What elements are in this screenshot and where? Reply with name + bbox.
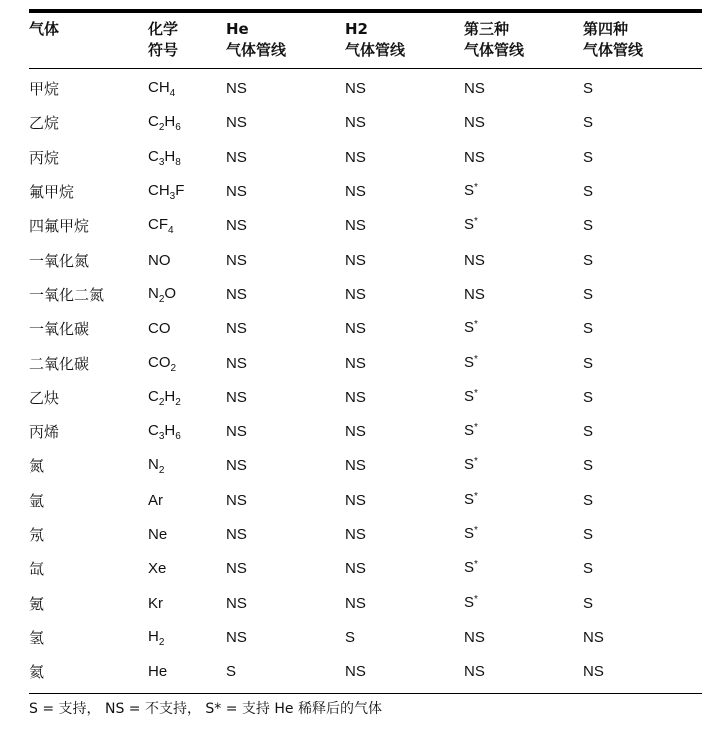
support-value: NS	[345, 594, 366, 612]
support-value: NS	[583, 663, 604, 681]
formula-text: C	[148, 113, 159, 131]
fourth-gas-line-support	[583, 628, 702, 648]
third-gas-line-support	[464, 148, 583, 168]
fourth-gas-line-support	[583, 354, 702, 374]
he-line-support	[226, 456, 345, 476]
he-line-support	[226, 422, 345, 442]
formula-text: C	[148, 422, 159, 440]
formula-text: N	[148, 284, 159, 302]
gas-name: 氦	[29, 663, 45, 682]
formula-text: H	[164, 113, 176, 131]
chemical-formula	[148, 662, 226, 682]
support-value: S	[464, 353, 475, 371]
third-gas-line-support	[464, 387, 583, 409]
gas-name: 二氧化碳	[29, 354, 90, 373]
chemical-formula	[148, 525, 226, 545]
formula-subscript: 2	[158, 293, 165, 305]
chemical-formula	[148, 594, 226, 614]
support-value: S	[583, 320, 594, 338]
formula-subscript: 6	[175, 122, 181, 134]
support-value: S	[583, 423, 594, 441]
formula-subscript: 2	[158, 636, 165, 648]
h2-line-support	[345, 594, 464, 614]
support-value: NS	[345, 354, 366, 372]
chemical-formula	[148, 455, 226, 477]
header-line: 气体管线	[345, 41, 406, 59]
support-value: NS	[464, 148, 485, 166]
h2-line-support	[345, 354, 464, 374]
he-line-support	[226, 79, 345, 99]
formula-text: H	[164, 422, 176, 440]
third-gas-line-support	[464, 79, 583, 99]
support-value: S	[583, 526, 594, 543]
diluted-marker: *	[474, 422, 478, 434]
header-third-gas-line	[464, 19, 583, 61]
fourth-gas-line-support	[583, 251, 702, 271]
h2-line-support	[345, 456, 464, 476]
support-value: NS	[226, 628, 247, 646]
support-value: NS	[345, 148, 366, 166]
formula-subscript: 3	[158, 431, 165, 443]
support-value: S	[464, 216, 475, 234]
support-value: NS	[226, 251, 247, 269]
table-row	[29, 106, 702, 140]
fourth-gas-line-support	[583, 79, 702, 99]
third-gas-line-support	[464, 215, 583, 237]
support-value: NS	[226, 285, 247, 303]
third-gas-line-support	[464, 662, 583, 682]
he-line-support	[226, 319, 345, 339]
header-chemical-symbol	[148, 19, 226, 61]
fourth-gas-line-support	[583, 285, 702, 305]
support-value: NS	[464, 628, 485, 646]
h2-line-support	[345, 319, 464, 339]
formula-text: NO	[148, 251, 171, 269]
table-row	[29, 346, 702, 380]
support-value: NS	[226, 183, 247, 201]
formula-text: CO	[148, 320, 171, 338]
header-line: 化学	[148, 20, 179, 38]
support-value: S	[464, 525, 475, 542]
support-value: NS	[464, 251, 485, 269]
support-value: S	[464, 559, 475, 577]
gas-name: 氮	[29, 457, 45, 476]
formula-subscript: 8	[175, 156, 181, 168]
support-value: S	[464, 422, 475, 440]
third-gas-line-support	[464, 251, 583, 271]
he-line-support	[226, 285, 345, 305]
table-row	[29, 415, 702, 449]
table-row	[29, 621, 702, 655]
third-gas-line-support	[464, 353, 583, 375]
legend-footnote: S = 支持， NS = 不支持， S* = 支持 He 稀释后的气体	[29, 701, 382, 717]
support-value: S	[583, 285, 594, 303]
support-value: NS	[345, 457, 366, 475]
header-line: 气体	[29, 20, 60, 38]
h2-line-support	[345, 559, 464, 579]
formula-text: Ar	[148, 491, 163, 509]
support-value: S	[583, 560, 594, 578]
support-value: NS	[464, 80, 485, 98]
table-row	[29, 72, 702, 106]
support-value: S	[583, 114, 594, 132]
support-value: S	[583, 594, 594, 612]
table-row	[29, 278, 702, 312]
table-row	[29, 586, 702, 620]
table-row	[29, 209, 702, 243]
formula-subscript: 6	[175, 431, 181, 443]
gas-name: 一氧化碳	[29, 320, 90, 339]
support-value: S	[583, 148, 594, 166]
support-value: NS	[345, 423, 366, 441]
gas-name: 乙炔	[29, 388, 60, 407]
table-body	[29, 69, 702, 693]
header-line: 符号	[148, 41, 179, 59]
formula-text: Ne	[148, 526, 168, 543]
formula-subscript: 2	[158, 396, 165, 408]
support-value: NS	[345, 560, 366, 578]
h2-line-support	[345, 113, 464, 133]
support-value: S	[464, 490, 475, 508]
h2-line-support	[345, 662, 464, 682]
header-line: 气体管线	[226, 41, 287, 59]
third-gas-line-support	[464, 593, 583, 615]
fourth-gas-line-support	[583, 662, 702, 682]
support-value: NS	[226, 354, 247, 372]
header-fourth-gas-line	[583, 19, 702, 61]
formula-text: F	[175, 182, 185, 200]
support-value: S	[464, 456, 475, 474]
header-line: 气体管线	[464, 41, 525, 59]
support-value: S	[583, 354, 594, 372]
support-value: NS	[226, 560, 247, 578]
diluted-marker: *	[474, 525, 478, 536]
chemical-formula	[148, 181, 226, 203]
chemical-formula	[148, 627, 226, 649]
support-value: NS	[226, 320, 247, 338]
chemical-formula	[148, 215, 226, 237]
diluted-marker: *	[474, 593, 478, 605]
third-gas-line-support	[464, 558, 583, 580]
chemical-formula	[148, 387, 226, 409]
gas-name: 氪	[29, 594, 45, 613]
formula-text: H	[164, 387, 176, 405]
h2-line-support	[345, 422, 464, 442]
support-value: NS	[345, 663, 366, 681]
chemical-formula	[148, 421, 226, 443]
chemical-formula	[148, 147, 226, 169]
table-row	[29, 449, 702, 483]
support-value: NS	[226, 457, 247, 475]
support-value: NS	[226, 594, 247, 612]
formula-text: Kr	[148, 594, 163, 612]
third-gas-line-support	[464, 628, 583, 648]
third-gas-line-support	[464, 524, 583, 546]
support-value: NS	[345, 114, 366, 132]
he-line-support	[226, 148, 345, 168]
fourth-gas-line-support	[583, 456, 702, 476]
diluted-marker: *	[474, 182, 478, 194]
support-value: S	[464, 319, 475, 337]
fourth-gas-line-support	[583, 594, 702, 614]
support-value: NS	[226, 491, 247, 509]
fourth-gas-line-support	[583, 559, 702, 579]
fourth-gas-line-support	[583, 491, 702, 511]
support-value: S	[583, 457, 594, 475]
he-line-support	[226, 388, 345, 408]
third-gas-line-support	[464, 455, 583, 477]
support-value: NS	[226, 217, 247, 235]
h2-line-support	[345, 388, 464, 408]
support-value: S	[464, 182, 475, 200]
support-value: NS	[345, 217, 366, 235]
gas-name: 氩	[29, 491, 45, 510]
formula-subscript: 2	[175, 396, 181, 408]
table-row	[29, 175, 702, 209]
chemical-formula	[148, 319, 226, 339]
chemical-formula	[148, 491, 226, 511]
diluted-marker: *	[474, 456, 478, 468]
chemical-formula	[148, 251, 226, 271]
third-gas-line-support	[464, 490, 583, 512]
gas-compatibility-table	[29, 9, 702, 694]
fourth-gas-line-support	[583, 319, 702, 339]
he-line-support	[226, 113, 345, 133]
support-value: NS	[464, 285, 485, 303]
fourth-gas-line-support	[583, 182, 702, 202]
header-he-line	[226, 19, 345, 61]
third-gas-line-support	[464, 181, 583, 203]
header-line: 气体管线	[583, 41, 644, 59]
h2-line-support	[345, 216, 464, 236]
h2-line-support	[345, 182, 464, 202]
formula-text: CH	[148, 79, 170, 97]
third-gas-line-support	[464, 318, 583, 340]
table-row	[29, 552, 702, 586]
fourth-gas-line-support	[583, 148, 702, 168]
h2-line-support	[345, 148, 464, 168]
support-value: S	[583, 491, 594, 509]
gas-name: 氖	[29, 526, 45, 544]
he-line-support	[226, 354, 345, 374]
support-value: NS	[226, 388, 247, 406]
formula-subscript: 3	[169, 191, 176, 203]
he-line-support	[226, 491, 345, 511]
support-value: S	[464, 387, 475, 405]
table-row	[29, 243, 702, 277]
gas-name: 丙烷	[29, 148, 60, 167]
formula-text: CO	[148, 353, 171, 371]
he-line-support	[226, 525, 345, 545]
support-value: NS	[226, 148, 247, 166]
he-line-support	[226, 662, 345, 682]
formula-text: H	[148, 627, 159, 645]
diluted-marker: *	[474, 319, 478, 331]
support-value: NS	[345, 80, 366, 98]
formula-subscript: 3	[158, 156, 165, 168]
support-value: NS	[226, 423, 247, 441]
fourth-gas-line-support	[583, 113, 702, 133]
formula-text: He	[148, 663, 168, 681]
h2-line-support	[345, 491, 464, 511]
formula-text: C	[148, 387, 159, 405]
table-bottom-rule	[29, 693, 702, 694]
formula-text: CF	[148, 216, 168, 234]
support-value: S	[583, 80, 594, 98]
he-line-support	[226, 559, 345, 579]
table-row	[29, 518, 702, 552]
diluted-marker: *	[474, 353, 478, 365]
support-value: NS	[345, 183, 366, 201]
third-gas-line-support	[464, 113, 583, 133]
gas-name: 乙烷	[29, 114, 60, 133]
header-h2-line	[345, 19, 464, 61]
support-value: S	[226, 663, 237, 681]
chemical-formula	[148, 353, 226, 375]
formula-subscript: 4	[168, 225, 174, 237]
support-value: S	[345, 628, 356, 646]
support-value: NS	[345, 285, 366, 303]
table-row	[29, 312, 702, 346]
support-value: NS	[226, 526, 247, 543]
support-value: NS	[226, 80, 247, 98]
he-line-support	[226, 182, 345, 202]
gas-name: 丙烯	[29, 423, 60, 442]
he-line-support	[226, 628, 345, 648]
h2-line-support	[345, 251, 464, 271]
chemical-formula	[148, 78, 226, 100]
header-line: 第三种	[464, 20, 510, 38]
formula-subscript: 2	[170, 362, 177, 374]
gas-name: 氢	[29, 628, 45, 647]
table-row	[29, 655, 702, 689]
fourth-gas-line-support	[583, 216, 702, 236]
fourth-gas-line-support	[583, 422, 702, 442]
header-line: 第四种	[583, 20, 629, 38]
support-value: NS	[464, 663, 485, 681]
support-value: S	[583, 183, 594, 201]
he-line-support	[226, 216, 345, 236]
support-value: NS	[464, 114, 485, 132]
formula-text: Xe	[148, 560, 167, 578]
table-row	[29, 141, 702, 175]
diluted-marker: *	[474, 559, 478, 571]
h2-line-support	[345, 525, 464, 545]
formula-subscript: 4	[169, 88, 176, 100]
formula-text: C	[148, 147, 159, 165]
formula-text: N	[148, 456, 159, 474]
gas-name: 氙	[29, 560, 45, 579]
formula-subscript: 2	[158, 465, 165, 477]
third-gas-line-support	[464, 421, 583, 443]
gas-name: 一氧化氮	[29, 251, 90, 270]
support-value: NS	[583, 628, 604, 646]
table-row	[29, 381, 702, 415]
third-gas-line-support	[464, 285, 583, 305]
support-value: S	[583, 251, 594, 269]
chemical-formula	[148, 559, 226, 579]
fourth-gas-line-support	[583, 525, 702, 545]
diluted-marker: *	[474, 216, 478, 228]
formula-text: H	[164, 147, 176, 165]
support-value: NS	[345, 388, 366, 406]
support-value: S	[583, 217, 594, 235]
gas-name: 氟甲烷	[29, 183, 75, 202]
he-line-support	[226, 251, 345, 271]
chemical-formula	[148, 112, 226, 134]
support-value: S	[464, 593, 475, 611]
support-value: NS	[345, 251, 366, 269]
support-value: NS	[226, 114, 247, 132]
support-value: NS	[345, 491, 366, 509]
support-value: S	[583, 388, 594, 406]
h2-line-support	[345, 79, 464, 99]
diluted-marker: *	[474, 387, 478, 399]
h2-line-support	[345, 285, 464, 305]
formula-text: O	[164, 284, 177, 302]
header-gas	[29, 19, 148, 40]
header-line: He	[226, 20, 249, 38]
gas-name: 四氟甲烷	[29, 217, 90, 236]
chemical-formula	[148, 284, 226, 306]
formula-text: CH	[148, 182, 170, 200]
support-value: NS	[345, 526, 366, 543]
fourth-gas-line-support	[583, 388, 702, 408]
he-line-support	[226, 594, 345, 614]
gas-name: 甲烷	[29, 80, 60, 99]
diluted-marker: *	[474, 490, 478, 502]
h2-line-support	[345, 628, 464, 648]
header-line: H2	[345, 20, 368, 38]
table-header-row	[29, 13, 702, 68]
support-value: NS	[345, 320, 366, 338]
table-row	[29, 484, 702, 518]
gas-name: 一氧化二氮	[29, 285, 105, 304]
formula-subscript: 2	[158, 122, 165, 134]
